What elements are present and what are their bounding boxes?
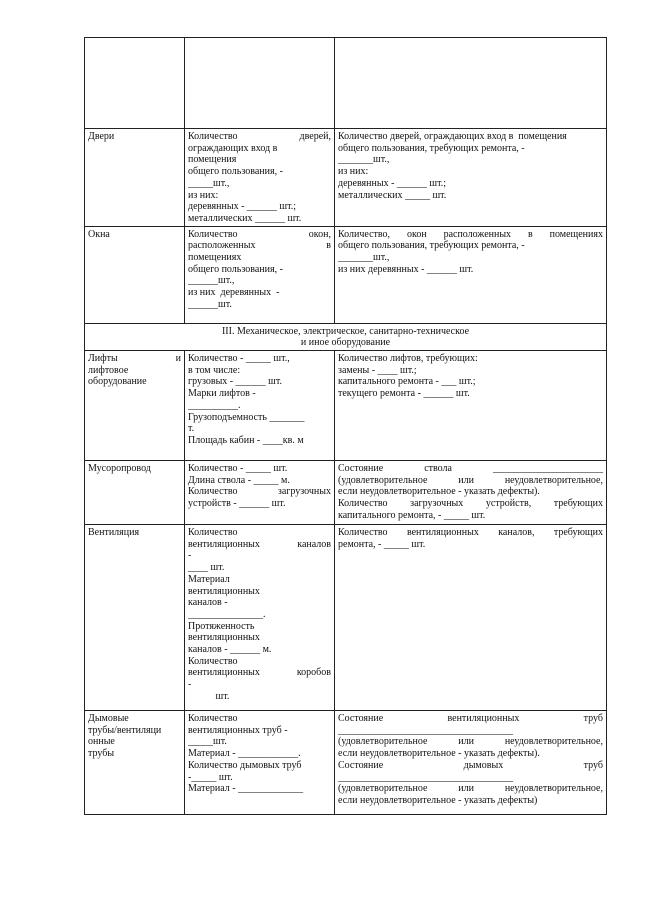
text-line: общего пользования, - [188, 263, 283, 275]
text-line: ______шт., [188, 275, 235, 287]
text-line: грузовых - ______ шт. [188, 376, 282, 388]
repair-cell [335, 226, 607, 323]
text-line: текущего ремонта - ______ шт. [338, 388, 470, 400]
line-word: окон [406, 228, 427, 240]
quantity-cell [185, 711, 335, 815]
row-name: Окна [88, 228, 110, 240]
justified-line [88, 353, 181, 365]
repair-cell [335, 525, 607, 711]
quantity-cell [185, 461, 335, 525]
text-line: помещениях [188, 252, 242, 264]
text-line: трубы [88, 748, 115, 760]
text-line: металлических ______ шт. [188, 212, 302, 224]
text-line: трубы/вентиляци [88, 724, 162, 736]
text-line: если неудовлетворительное - указать дефекты). [338, 486, 540, 498]
repair-cell [335, 351, 607, 461]
text-line: Площадь кабин - ____кв. м [188, 434, 304, 446]
row-name-cell [85, 711, 185, 815]
text-line: вентиляционных труб - [188, 724, 288, 736]
text-line: _____шт. [188, 736, 227, 748]
justified-line [188, 131, 331, 143]
line-word: требующих [553, 527, 603, 539]
line-word: расположенных [188, 240, 256, 252]
justified-line [188, 229, 331, 241]
text-line: Дымовые [88, 713, 129, 725]
line-word: и [175, 353, 181, 365]
text-line: в том числе: [188, 364, 241, 376]
text-line: -_____ шт. [188, 771, 233, 783]
line-word: окон, [308, 228, 331, 240]
text-line: общего пользования, требующих ремонта, - [338, 142, 525, 154]
repair-cell [335, 711, 607, 815]
line-word: требующих [553, 498, 603, 510]
text-line: лифтовое [88, 364, 129, 376]
text-line: Марки лифтов - [188, 388, 256, 400]
table-row-elevators [85, 351, 607, 461]
text-line: из них: [188, 189, 219, 201]
top-row-cell-1 [85, 38, 185, 129]
top-row-cell-2 [185, 38, 335, 129]
repair-cell [335, 461, 607, 525]
text-line: __________. [188, 399, 241, 411]
line-word: Состояние [338, 463, 384, 475]
text-line: - [188, 679, 192, 691]
justified-line [338, 713, 603, 725]
text-line: онные [88, 736, 115, 748]
text-line: т. [188, 423, 195, 435]
text-line: Количество дверей, ограждающих вход в помещения [338, 131, 567, 142]
text-line: ______шт. [188, 298, 232, 310]
quantity-cell [185, 226, 335, 323]
line-word: загрузочных [410, 498, 464, 510]
text-line: капитального ремонта - ___ шт.; [338, 376, 476, 388]
text-line: ограждающих вход в [188, 142, 278, 154]
line-word: (удовлетворительное [338, 736, 428, 748]
housing-inventory-form-table [84, 37, 607, 815]
text-line: деревянных - ______ шт.; [188, 201, 297, 213]
line-word: вентиляционных [188, 538, 260, 550]
quantity-cell [185, 351, 335, 461]
text-line: ___________________________________ [338, 724, 513, 736]
line-word: каналов [297, 538, 331, 550]
text-line: Количество дымовых труб [188, 759, 302, 771]
text-line: _______шт., [338, 154, 390, 166]
text-line: общего пользования, требующих ремонта, - [338, 240, 525, 252]
text-line: Материал - ____________. [188, 748, 301, 760]
line-word: вентиляционных [188, 667, 260, 679]
text-line: Количество [188, 527, 238, 539]
justified-line [188, 667, 331, 679]
table-row-windows [85, 226, 607, 323]
section-title-line-2: и иное оборудование [300, 337, 391, 349]
justified-line [338, 736, 603, 748]
justified-line [338, 463, 603, 475]
line-word: вентиляционных [406, 527, 479, 539]
text-line: _______________. [188, 608, 266, 620]
text-line: Количество - _____ шт. [188, 463, 288, 475]
empty-top-row [85, 38, 607, 129]
line-word: ______________________ [492, 463, 603, 475]
text-line: Длина ствола - _____ м. [188, 474, 290, 486]
text-line: Материал - _____________ [188, 783, 304, 795]
line-word: Количество [188, 228, 238, 240]
text-line: из них: [338, 166, 369, 178]
text-line: замены - ____ шт.; [338, 364, 417, 376]
line-word: устройств, [485, 498, 532, 510]
row-name-cell [85, 129, 185, 227]
text-line: Материал [188, 573, 230, 585]
text-line: - [188, 550, 192, 562]
text-line: устройств - ______ шт. [188, 498, 286, 510]
line-word: коробов [296, 667, 331, 679]
line-word: дверей, [299, 131, 331, 142]
line-word: ствола [424, 463, 452, 475]
repair-cell [335, 129, 607, 227]
justified-line [338, 498, 603, 510]
justified-line [338, 229, 603, 241]
justified-line [188, 486, 331, 498]
table-row-ventilation [85, 525, 607, 711]
line-word: (удовлетворительное [338, 474, 428, 486]
text-line: если неудовлетворительное - указать дефекты). [338, 748, 540, 760]
line-word: неудовлетворительное, [504, 783, 603, 795]
text-line: ____ шт. [188, 562, 225, 574]
section-header-row [85, 323, 607, 350]
text-line: Количество - _____ шт., [188, 353, 290, 365]
text-line: Количество [188, 713, 238, 725]
line-word: в [326, 240, 331, 252]
line-word: расположенных [443, 228, 512, 240]
justified-line [188, 539, 331, 551]
text-line: Количество [188, 655, 238, 667]
text-line: Грузоподъемность _______ [188, 411, 305, 423]
line-word: неудовлетворительное, [504, 736, 603, 748]
row-name-cell [85, 351, 185, 461]
text-line: если неудовлетворительное - указать дефекты) [338, 794, 538, 806]
text-line: вентиляционных [188, 585, 260, 597]
text-line: из них деревянных - ______ шт. [338, 263, 474, 275]
row-name-cell [85, 226, 185, 323]
table-row-chimneys [85, 711, 607, 815]
text-line: металлических _____ шт. [338, 189, 447, 201]
line-word: дымовых [463, 759, 504, 771]
line-word: Количество, [338, 228, 391, 240]
row-name-cell [85, 461, 185, 525]
text-line: каналов - [188, 597, 228, 609]
table-row-doors [85, 129, 607, 227]
line-word: Количество [188, 131, 238, 142]
line-word: или [458, 736, 474, 748]
quantity-cell [185, 129, 335, 227]
justified-line [188, 240, 331, 252]
text-line: ремонта, - _____ шт. [338, 538, 426, 550]
line-word: загрузочных [277, 486, 331, 498]
top-row-cell-3 [335, 38, 607, 129]
line-word: Состояние [338, 759, 384, 771]
line-word: неудовлетворительное, [504, 474, 603, 486]
text-line: Вентиляция [88, 527, 140, 539]
text-line: оборудование [88, 376, 147, 388]
line-word: (удовлетворительное [338, 783, 428, 795]
line-word: или [458, 783, 474, 795]
text-line: вентиляционных [188, 632, 260, 644]
line-word: труб [583, 713, 603, 725]
justified-line [338, 527, 603, 539]
text-line: из них деревянных - [188, 287, 280, 299]
text-line: Протяженность [188, 620, 255, 632]
line-word: Количество [338, 527, 388, 539]
justified-line [338, 475, 603, 487]
section-title-line-1: III. Механическое, электрическое, санитарно-техническое [221, 325, 470, 337]
text-line: Мусоропровод [88, 463, 151, 475]
justified-line [338, 783, 603, 795]
line-word: Лифты [88, 353, 118, 365]
text-line: ___________________________________ [338, 771, 513, 783]
quantity-cell [185, 525, 335, 711]
text-line: помещения [188, 154, 237, 166]
line-word: каналов, [498, 527, 535, 539]
line-word: или [458, 474, 474, 486]
text-line: каналов - ______ м. [188, 644, 272, 656]
text-line: шт. [188, 690, 230, 702]
justified-line [338, 760, 603, 772]
table-row-garbage-chute [85, 461, 607, 525]
line-word: помещениях [549, 228, 603, 240]
text-line: _____шт., [188, 177, 230, 189]
line-word: Количество [338, 498, 388, 510]
line-word: Количество [188, 486, 238, 498]
line-word: в [527, 228, 533, 240]
line-word: вентиляционных [447, 713, 520, 725]
text-line: деревянных - ______ шт.; [338, 177, 447, 189]
text-line: капитального ремонта, - _____ шт. [338, 509, 486, 521]
text-line: общего пользования, - [188, 166, 283, 178]
row-name: Двери [88, 131, 115, 142]
line-word: труб [583, 759, 603, 771]
row-name-cell [85, 525, 185, 711]
line-word: Состояние [338, 713, 384, 725]
section-title-cell [85, 323, 607, 350]
text-line: _______шт., [338, 252, 390, 264]
text-line: Количество лифтов, требующих: [338, 353, 478, 365]
